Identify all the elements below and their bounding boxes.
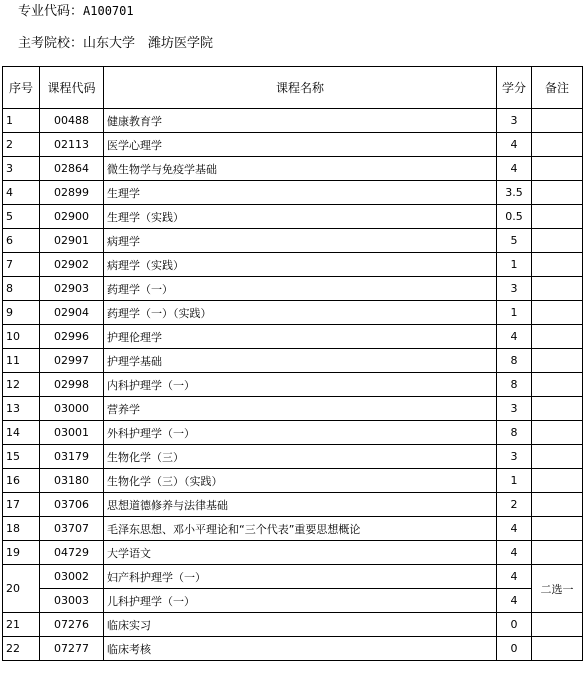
credit-cell: 4 [497, 133, 532, 157]
table-row [3, 157, 583, 181]
note-cell [532, 349, 583, 373]
credit-cell: 5 [497, 229, 532, 253]
course-code-cell: 02901 [40, 229, 104, 253]
course-table [2, 66, 583, 661]
row-number-cell: 20 [3, 565, 40, 613]
row-number-cell: 16 [3, 469, 40, 493]
note-cell [532, 157, 583, 181]
note-cell [532, 301, 583, 325]
row-number-cell: 21 [3, 613, 40, 637]
school-names: 山东大学 潍坊医学院 [83, 36, 214, 51]
column-header-no: 序号 [3, 67, 40, 109]
course-code-cell: 07277 [40, 637, 104, 661]
note-cell [532, 541, 583, 565]
table-row [3, 205, 583, 229]
course-name-cell: 大学语文 [104, 541, 497, 565]
course-name-cell: 药理学（一） [104, 277, 497, 301]
credit-cell: 8 [497, 373, 532, 397]
course-name-cell: 生物化学（三）（实践） [104, 469, 497, 493]
major-code-value: A100701 [83, 4, 134, 18]
column-header-code: 课程代码 [40, 67, 104, 109]
row-number-cell: 11 [3, 349, 40, 373]
table-row [3, 373, 583, 397]
course-name-cell: 医学心理学 [104, 133, 497, 157]
credit-cell: 3 [497, 109, 532, 133]
note-cell [532, 205, 583, 229]
course-code-cell: 02900 [40, 205, 104, 229]
major-code-label: 专业代码： [18, 4, 84, 19]
course-table-body [3, 109, 583, 661]
course-name-cell: 生理学（实践） [104, 205, 497, 229]
row-number-cell: 1 [3, 109, 40, 133]
note-cell: 二选一 [532, 565, 583, 613]
course-code-cell: 03180 [40, 469, 104, 493]
table-row [3, 541, 583, 565]
table-row [3, 349, 583, 373]
course-code-cell: 03000 [40, 397, 104, 421]
credit-cell: 1 [497, 301, 532, 325]
course-code-cell: 02997 [40, 349, 104, 373]
note-cell [532, 325, 583, 349]
table-row [3, 397, 583, 421]
row-number-cell: 10 [3, 325, 40, 349]
credit-cell: 4 [497, 541, 532, 565]
row-number-cell: 5 [3, 205, 40, 229]
table-row [3, 589, 583, 613]
table-row [3, 181, 583, 205]
course-name-cell: 营养学 [104, 397, 497, 421]
credit-cell: 0 [497, 613, 532, 637]
note-cell [532, 229, 583, 253]
credit-cell: 3 [497, 277, 532, 301]
school-label: 主考院校： [18, 36, 84, 51]
table-row [3, 493, 583, 517]
course-code-cell: 02899 [40, 181, 104, 205]
row-number-cell: 4 [3, 181, 40, 205]
course-code-cell: 02902 [40, 253, 104, 277]
row-number-cell: 14 [3, 421, 40, 445]
credit-cell: 4 [497, 325, 532, 349]
course-code-cell: 02903 [40, 277, 104, 301]
course-name-cell: 妇产科护理学（一） [104, 565, 497, 589]
course-code-cell: 03706 [40, 493, 104, 517]
credit-cell: 4 [497, 157, 532, 181]
table-row [3, 445, 583, 469]
table-row [3, 133, 583, 157]
course-name-cell: 思想道德修养与法律基础 [104, 493, 497, 517]
credit-cell: 0 [497, 637, 532, 661]
table-row [3, 517, 583, 541]
course-code-cell: 03003 [40, 589, 104, 613]
course-name-cell: 护理伦理学 [104, 325, 497, 349]
table-row [3, 301, 583, 325]
table-row [3, 253, 583, 277]
credit-cell: 1 [497, 253, 532, 277]
note-cell [532, 373, 583, 397]
course-name-cell: 护理学基础 [104, 349, 497, 373]
row-number-cell: 6 [3, 229, 40, 253]
course-code-cell: 00488 [40, 109, 104, 133]
credit-cell: 3 [497, 397, 532, 421]
course-name-cell: 外科护理学（一） [104, 421, 497, 445]
credit-cell: 4 [497, 517, 532, 541]
table-row [3, 469, 583, 493]
course-code-cell: 03001 [40, 421, 104, 445]
note-cell [532, 253, 583, 277]
note-cell [532, 133, 583, 157]
row-number-cell: 12 [3, 373, 40, 397]
course-name-cell: 微生物学与免疫学基础 [104, 157, 497, 181]
course-code-cell: 02113 [40, 133, 104, 157]
course-name-cell: 健康教育学 [104, 109, 497, 133]
note-cell [532, 109, 583, 133]
credit-cell: 8 [497, 421, 532, 445]
course-name-cell: 病理学（实践） [104, 253, 497, 277]
credit-cell: 8 [497, 349, 532, 373]
course-name-cell: 临床实习 [104, 613, 497, 637]
course-name-cell: 生理学 [104, 181, 497, 205]
row-number-cell: 2 [3, 133, 40, 157]
course-name-cell: 临床考核 [104, 637, 497, 661]
course-name-cell: 生物化学（三） [104, 445, 497, 469]
course-name-cell: 毛泽东思想、邓小平理论和“三个代表”重要思想概论 [104, 517, 497, 541]
course-code-cell: 03002 [40, 565, 104, 589]
column-header-credit: 学分 [497, 67, 532, 109]
course-name-cell: 儿科护理学（一） [104, 589, 497, 613]
row-number-cell: 13 [3, 397, 40, 421]
note-cell [532, 421, 583, 445]
note-cell [532, 445, 583, 469]
table-row [3, 613, 583, 637]
credit-cell: 4 [497, 565, 532, 589]
course-code-cell: 07276 [40, 613, 104, 637]
credit-cell: 2 [497, 493, 532, 517]
course-code-cell: 02864 [40, 157, 104, 181]
note-cell [532, 517, 583, 541]
table-row [3, 325, 583, 349]
table-row [3, 565, 583, 589]
note-cell [532, 493, 583, 517]
school-line [18, 36, 213, 52]
note-cell [532, 181, 583, 205]
course-code-cell: 02996 [40, 325, 104, 349]
table-header-row [3, 67, 583, 109]
row-number-cell: 9 [3, 301, 40, 325]
table-row [3, 421, 583, 445]
table-row [3, 109, 583, 133]
table-row [3, 637, 583, 661]
row-number-cell: 18 [3, 517, 40, 541]
credit-cell: 4 [497, 589, 532, 613]
credit-cell: 0.5 [497, 205, 532, 229]
row-number-cell: 7 [3, 253, 40, 277]
credit-cell: 3.5 [497, 181, 532, 205]
column-header-note: 备注 [532, 67, 583, 109]
row-number-cell: 3 [3, 157, 40, 181]
course-name-cell: 药理学（一）（实践） [104, 301, 497, 325]
course-code-cell: 02998 [40, 373, 104, 397]
table-row [3, 229, 583, 253]
note-cell [532, 277, 583, 301]
credit-cell: 3 [497, 445, 532, 469]
column-header-name: 课程名称 [104, 67, 497, 109]
major-code-line [18, 3, 134, 20]
note-cell [532, 397, 583, 421]
course-code-cell: 04729 [40, 541, 104, 565]
table-row [3, 277, 583, 301]
credit-cell: 1 [497, 469, 532, 493]
course-name-cell: 病理学 [104, 229, 497, 253]
course-code-cell: 02904 [40, 301, 104, 325]
course-code-cell: 03707 [40, 517, 104, 541]
row-number-cell: 17 [3, 493, 40, 517]
row-number-cell: 8 [3, 277, 40, 301]
note-cell [532, 613, 583, 637]
course-code-cell: 03179 [40, 445, 104, 469]
course-name-cell: 内科护理学（一） [104, 373, 497, 397]
row-number-cell: 22 [3, 637, 40, 661]
note-cell [532, 469, 583, 493]
row-number-cell: 15 [3, 445, 40, 469]
row-number-cell: 19 [3, 541, 40, 565]
note-cell [532, 637, 583, 661]
